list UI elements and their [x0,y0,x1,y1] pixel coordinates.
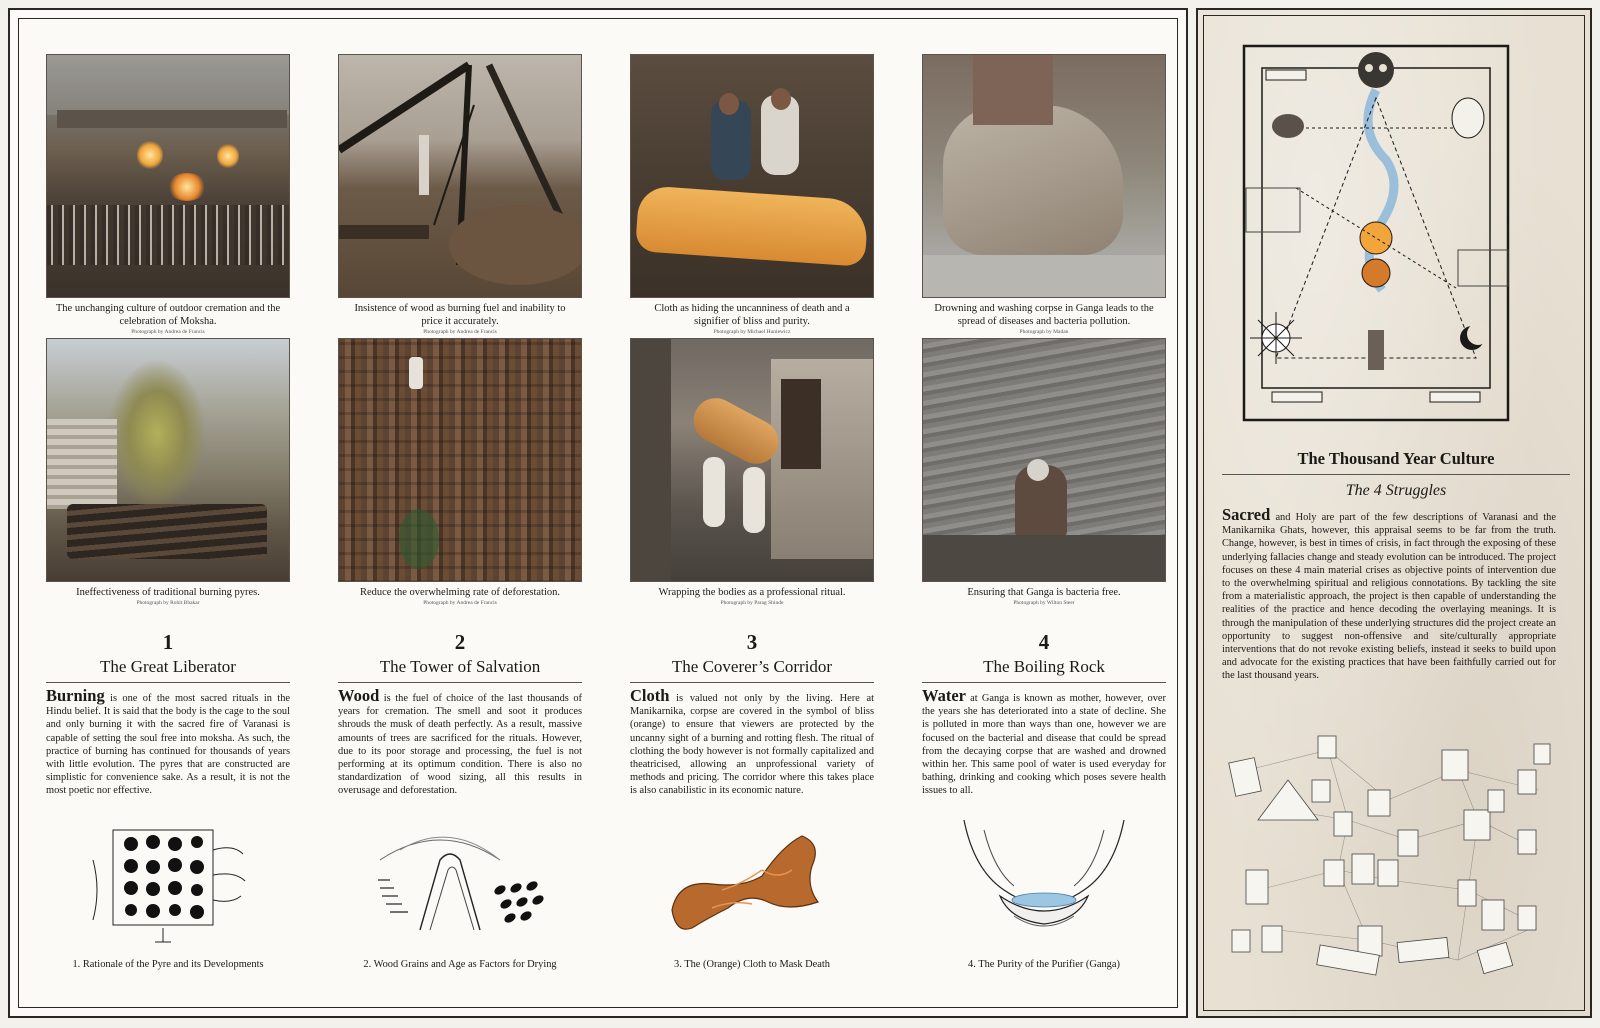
side-text: and Holy are part of the few descriptions of Varanasi and the Manikarnika Ghats, however, this appraisal seems to be far from the truth. Change, however, is best in times of crisis, in fact through the exposing of these underlying fallacies change and steady evolution can be introduced. The project focuses on these 4 main material crises as objective points of intervention due to the overwhelming spiritual and religious connotations. By tackling the site from a materialistic approach, the project is then capable of understanding the realities of the practice and hence decoding the overlaying meanings. It is through the manipulation of these underlying structures did the project create an opportunity to suggest non-offensive and site/culturally appropriate interventions that do not revoke existing beliefs, instead it seeks to build upon and advocate for the existing practices that have been faithfully carried out for the last thousand years. [1222,512,1556,682]
photo-cell-cremation [46,54,290,336]
section-body [630,686,874,798]
photo-wrapping-bodies [630,338,874,582]
photo-caption: Wrapping the bodies as a professional ritual. [658,587,846,598]
photo-credit: Photograph by Andrea de Francis [423,600,497,606]
photo-caption: The unchanging culture of outdoor cremation and the celebration of Moksha. [55,303,281,327]
photo-ganga-bather [922,338,1166,582]
section-text: at Ganga is known as mother, however, over the years she has deteriorated into a state of decline. She is polluted in more than ways than one, however we are focused on the bacterial and disease that could be spread from the decaying corpse that are washed and drowned within her. This same pool of water is used everyday for bathing, drinking and cooking which poses severe health issues to all. [922,693,1166,797]
tarot-collage-illustration [1236,38,1516,428]
photo-cell-corridor [630,338,874,607]
sketch-caption: 2. Wood Grains and Age as Factors for Drying [363,959,557,970]
side-divider [1222,474,1570,475]
photo-cell-ganga-corpse [922,54,1166,336]
section-number: 3 [746,630,758,654]
photo-caption: Drowning and washing corpse in Ganga leads to the spread of diseases and bacteria pollution. [934,303,1154,327]
photo-credit: Photograph by Andrea de Francis [131,329,205,335]
side-title: The Thousand Year Culture [1297,449,1495,468]
section-lead-word: Burning [46,686,105,705]
photo-credit: Photograph by Michael Huniewicz [713,329,791,335]
card-network-diagram [1218,730,1574,990]
sketch-cupped-hands [922,820,1166,990]
photo-cell-logs [338,338,582,607]
section-divider [630,682,874,683]
wood-grains-sketch [360,820,560,950]
section-body [338,686,582,798]
section-title: The Boiling Rock [983,657,1105,676]
photo-caption: Reduce the overwhelming rate of deforestation. [359,587,560,598]
section-tower-of-salvation [338,630,582,798]
side-body [1222,505,1556,683]
sketch-pyre-rationale [46,820,290,990]
cupped-hands-sketch [944,820,1144,950]
side-subtitle: The 4 Struggles [1345,482,1447,499]
photo-orange-cloth [630,54,874,298]
photo-credit: Photograph by Wilton Steer [1013,600,1075,606]
section-number: 4 [1038,630,1050,654]
section-title: The Tower of Salvation [379,657,541,676]
photo-caption: Cloth as hiding the uncanniness of death and a signifier of bliss and purity. [654,303,850,327]
photo-washing-corpse [922,54,1166,298]
section-lead-word: Water [922,686,966,705]
photo-cell-ganga-bather [922,338,1166,607]
section-number: 1 [162,630,174,654]
photo-caption: Insistence of wood as burning fuel and inability to price it accurately. [354,303,566,327]
photo-wood-stacks [338,338,582,582]
sketch-caption: 1. Rationale of the Pyre and its Developments [72,959,264,970]
sketch-caption: 3. The (Orange) Cloth to Mask Death [674,959,830,970]
section-boiling-rock [922,630,1166,798]
photo-grid [42,54,1170,614]
sketch-wood-grains [338,820,582,990]
section-body [46,686,290,798]
photo-cell-pyre [46,338,290,607]
photo-credit: Photograph by Parag Shinde [720,600,784,606]
orange-cloth-sketch [652,820,852,950]
photo-credit: Photograph by Andrea de Francis [423,329,497,335]
section-number: 2 [454,630,466,654]
section-coverers-corridor [630,630,874,798]
section-lead-word: Cloth [630,686,670,705]
photo-credit: Photograph by Madan [1019,329,1069,335]
side-lead-word: Sacred [1222,505,1271,524]
sketch-row [42,820,1170,990]
section-text: is valued not only by the living. Here at Manikarnika, corpse are covered in the symbol of bliss (orange) to ensure that viewers are protected by the uncanny sight of a burning and rotting flesh. The ritual of clothing the body however is not formally capitalized and theatricised, allowing an unprofessional variety of methods and pricing. The corridor where this takes place is also canabilistic in its economic nature. [630,693,874,797]
section-text: is one of the most sacred rituals in the Hindu belief. It is said that the body is the cage to the soul and only burning it with the sacred fire of Varanasi is capable of setting the soul free into moksha. As such, the practice of burning has continued for thousands of years with little evolution. The pyres that are constructed are simplistic for convenience sake. As a result, it is not the most poetic nor effective. [46,693,290,797]
section-divider [46,682,290,683]
pyre-grid-sketch [83,820,253,950]
photo-wood-scale [338,54,582,298]
section-body [922,686,1166,798]
section-great-liberator [46,630,290,798]
photo-traditional-pyre [46,338,290,582]
section-divider [338,682,582,683]
photo-cell-wood-scale [338,54,582,336]
section-title: The Great Liberator [100,657,236,676]
photo-caption: Ensuring that Ganga is bacteria free. [967,587,1121,598]
photo-credit: Photograph by Rohit Bhakar [136,600,200,606]
sketch-caption: 4. The Purity of the Purifier (Ganga) [968,959,1120,970]
section-title: The Coverer’s Corridor [671,657,833,676]
section-text: is the fuel of choice of the last thousands of years for cremation. The smell and soot it produces shrouds the musk of death perfectly. As a result, massive amounts of trees are sacrificed for the rituals. However, due to its poor storage and processing, the fuel is not performing at its optimum condition. There is also no standardization of wood sizing, all this results in overusage and deforestation. [338,693,582,797]
photo-outdoor-cremation [46,54,290,298]
main-panel [8,8,1188,1018]
sketch-orange-cloth [630,820,874,990]
photo-caption: Ineffectiveness of traditional burning pyres. [76,587,260,598]
photo-cell-cloth [630,54,874,336]
side-panel [1196,8,1592,1018]
section-lead-word: Wood [338,686,380,705]
section-divider [922,682,1166,683]
